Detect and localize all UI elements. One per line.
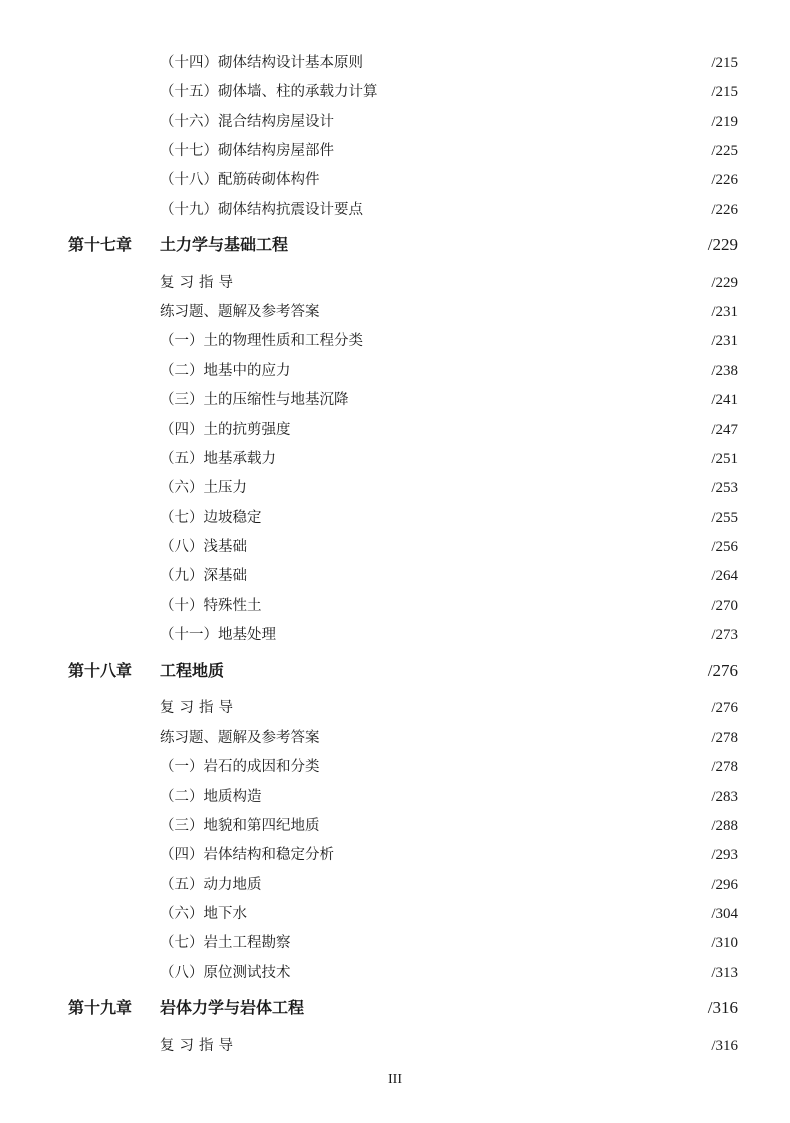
toc-chapter-title: 工程地质 <box>160 661 225 680</box>
toc-entry-page: /225 <box>711 143 738 159</box>
toc-entry[interactable] <box>0 359 790 383</box>
toc-chapter-title: 岩体力学与岩体工程 <box>160 998 305 1017</box>
toc-entry-title: （七）岩土工程勘察 <box>160 935 291 951</box>
toc-entry-title: （十六）混合结构房屋设计 <box>160 114 334 130</box>
toc-entry-page: /256 <box>711 539 738 555</box>
toc-entry[interactable] <box>0 564 790 588</box>
toc-chapter[interactable] <box>0 657 790 685</box>
toc-entry[interactable] <box>0 696 790 720</box>
toc-entry-title: （七）边坡稳定 <box>160 510 262 526</box>
toc-chapter[interactable] <box>0 231 790 259</box>
toc-entry-page: /273 <box>711 627 738 643</box>
toc-entry[interactable] <box>0 168 790 192</box>
toc-entry-page: /241 <box>711 392 738 408</box>
toc-entry-title: （五）地基承载力 <box>160 451 276 467</box>
toc-entry[interactable] <box>0 623 790 647</box>
toc-entry[interactable] <box>0 726 790 750</box>
toc-entry[interactable] <box>0 198 790 222</box>
toc-entry[interactable] <box>0 476 790 500</box>
toc-entry-title: （三）土的压缩性与地基沉降 <box>160 392 349 408</box>
toc-chapter[interactable] <box>0 994 790 1022</box>
toc-entry[interactable] <box>0 755 790 779</box>
toc-entry[interactable] <box>0 51 790 75</box>
toc-entry-page: /278 <box>711 759 738 775</box>
toc-chapter-number: 第十七章 <box>68 235 133 254</box>
toc-entry-page: /264 <box>711 568 738 584</box>
toc-chapter-page: /276 <box>707 661 738 680</box>
toc-chapter-page: /229 <box>707 235 738 254</box>
toc-chapter-title: 土力学与基础工程 <box>160 235 289 254</box>
toc-entry-title: （十四）砌体结构设计基本原则 <box>160 55 363 71</box>
toc-entry-page: /219 <box>711 114 738 130</box>
toc-entry-page: /283 <box>711 789 738 805</box>
toc-entry-page: /304 <box>711 906 738 922</box>
toc-entry[interactable] <box>0 594 790 618</box>
toc-entry[interactable] <box>0 843 790 867</box>
toc-entry-title: 复习指导 <box>160 1038 238 1054</box>
toc-entry-page: /215 <box>711 84 738 100</box>
toc-entry-title: （十一）地基处理 <box>160 627 276 643</box>
toc-entry-page: /226 <box>711 202 738 218</box>
toc-entry[interactable] <box>0 110 790 134</box>
toc-entry[interactable] <box>0 873 790 897</box>
toc-entry-page: /215 <box>711 55 738 71</box>
toc-entry[interactable] <box>0 418 790 442</box>
toc-entry[interactable] <box>0 329 790 353</box>
toc-entry-page: /253 <box>711 480 738 496</box>
toc-entry[interactable] <box>0 80 790 104</box>
toc-entry-title: （四）岩体结构和稳定分析 <box>160 847 334 863</box>
toc-entry[interactable] <box>0 961 790 985</box>
toc-entry-page: /238 <box>711 363 738 379</box>
toc-entry[interactable] <box>0 506 790 530</box>
toc-entry-title: （六）土压力 <box>160 480 247 496</box>
toc-entry-page: /310 <box>711 935 738 951</box>
toc-entry-page: /231 <box>711 304 738 320</box>
toc-entry-title: （十五）砌体墙、柱的承载力计算 <box>160 84 378 100</box>
toc-entry-page: /229 <box>711 275 738 291</box>
toc-entry-page: /288 <box>711 818 738 834</box>
toc-entry-title: （六）地下水 <box>160 906 247 922</box>
toc-entry[interactable] <box>0 535 790 559</box>
toc-entry[interactable] <box>0 139 790 163</box>
toc-entry-page: /296 <box>711 877 738 893</box>
toc-entry-title: （三）地貌和第四纪地质 <box>160 818 320 834</box>
toc-entry-title: 练习题、题解及参考答案 <box>160 304 320 320</box>
toc-entry-title: （五）动力地质 <box>160 877 262 893</box>
page-number: III <box>388 1072 402 1087</box>
toc-entry-title: 练习题、题解及参考答案 <box>160 730 320 746</box>
toc-entry-title: 复习指导 <box>160 700 238 716</box>
toc-entry[interactable] <box>0 1034 790 1058</box>
toc-entry-page: /278 <box>711 730 738 746</box>
toc-entry-page: /247 <box>711 422 738 438</box>
toc-entry[interactable] <box>0 447 790 471</box>
toc-entry[interactable] <box>0 388 790 412</box>
toc-entry-page: /313 <box>711 965 738 981</box>
toc-entry-page: /251 <box>711 451 738 467</box>
toc-entry-page: /255 <box>711 510 738 526</box>
toc-entry[interactable] <box>0 902 790 926</box>
toc-entry-title: （十八）配筋砖砌体构件 <box>160 172 320 188</box>
toc-entry[interactable] <box>0 300 790 324</box>
toc-entry-page: /316 <box>711 1038 738 1054</box>
toc-entry-title: （八）原位测试技术 <box>160 965 291 981</box>
toc-entry-page: /276 <box>711 700 738 716</box>
toc-chapter-number: 第十九章 <box>68 998 133 1017</box>
toc-chapter-page: /316 <box>707 998 738 1017</box>
toc-entry-title: 复习指导 <box>160 275 238 291</box>
toc-entry-page: /231 <box>711 333 738 349</box>
toc-entry[interactable] <box>0 271 790 295</box>
toc-chapter-number: 第十八章 <box>68 661 133 680</box>
toc-entry-title: （十七）砌体结构房屋部件 <box>160 143 334 159</box>
toc-entry-page: /270 <box>711 598 738 614</box>
toc-entry-title: （二）地质构造 <box>160 789 262 805</box>
toc-entry-title: （八）浅基础 <box>160 539 247 555</box>
toc-entry-page: /293 <box>711 847 738 863</box>
toc-entry-title: （四）土的抗剪强度 <box>160 422 291 438</box>
toc-entry-title: （九）深基础 <box>160 568 247 584</box>
toc-entry[interactable] <box>0 931 790 955</box>
toc-entry-title: （一）土的物理性质和工程分类 <box>160 333 363 349</box>
toc-entry-title: （一）岩石的成因和分类 <box>160 759 320 775</box>
toc-entry-title: （十九）砌体结构抗震设计要点 <box>160 202 363 218</box>
toc-entry[interactable] <box>0 814 790 838</box>
toc-entry[interactable] <box>0 785 790 809</box>
toc-entry-title: （十）特殊性土 <box>160 598 262 614</box>
toc-entry-title: （二）地基中的应力 <box>160 363 291 379</box>
toc-entry-page: /226 <box>711 172 738 188</box>
